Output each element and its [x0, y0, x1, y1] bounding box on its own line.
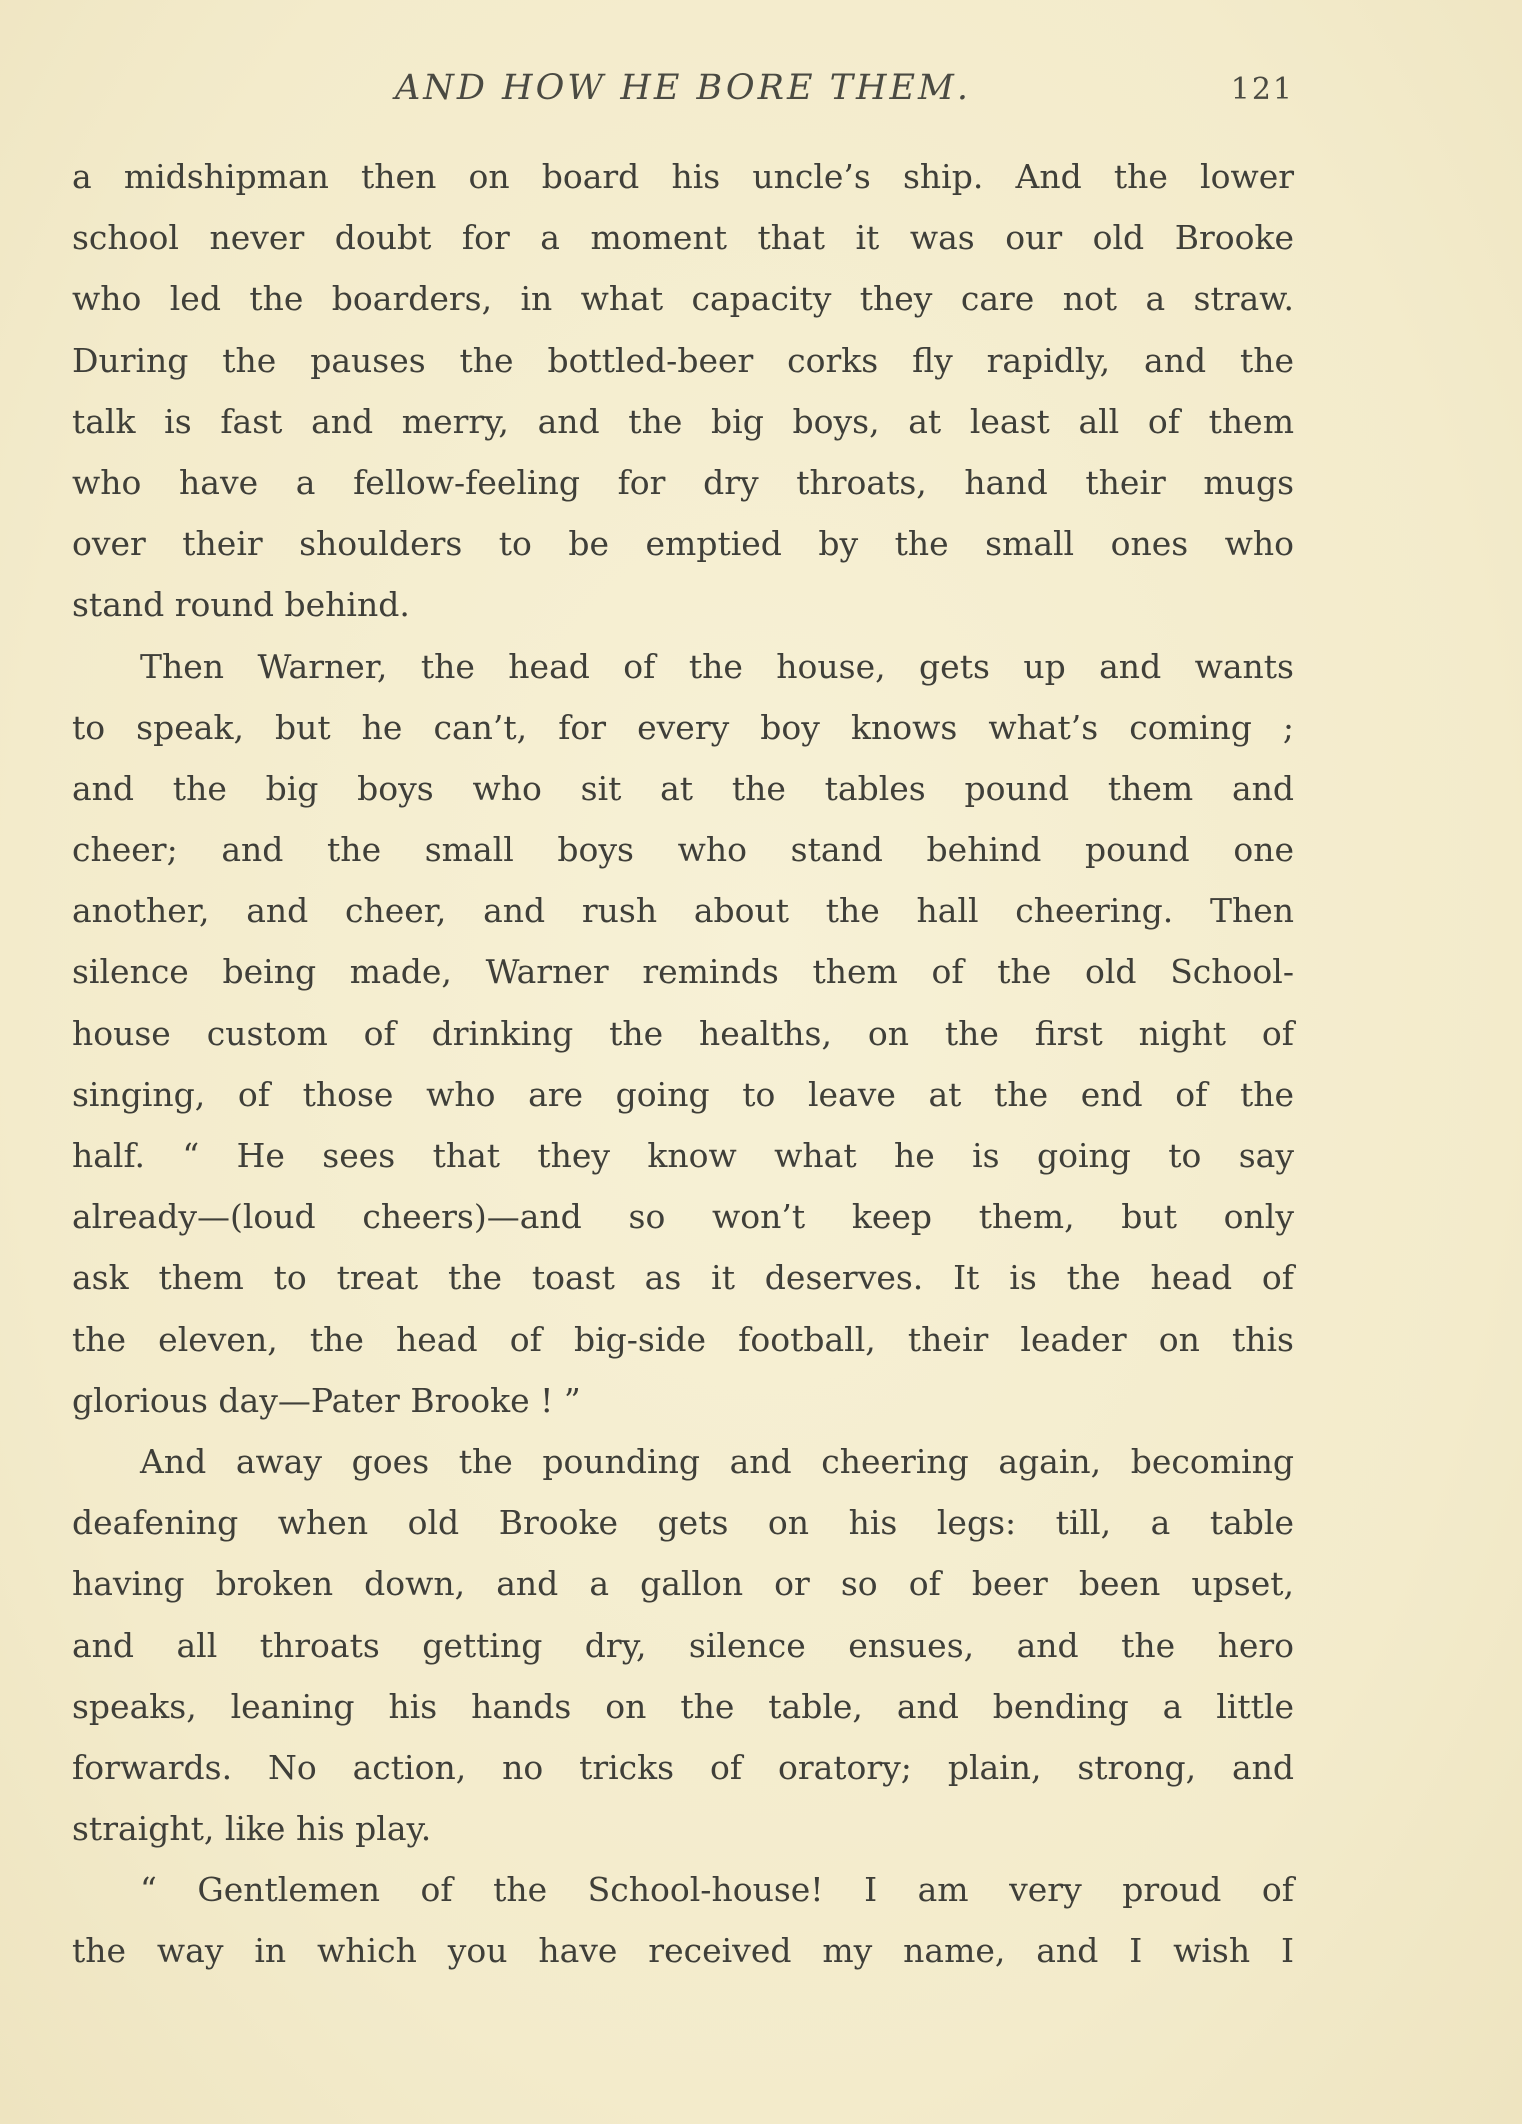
text-line: and the big boys who sit at the tables pound them and	[72, 768, 1294, 808]
page-header	[72, 68, 1294, 118]
text-line: singing, of those who are going to leave at the end of the	[72, 1074, 1294, 1114]
text-line: the way in which you have received my name, and I wish I	[72, 1931, 1294, 1971]
text-line: forwards. No action, no tricks of oratory; plain, strong, and	[72, 1747, 1294, 1787]
text-line: silence being made, Warner reminds them of the old School-	[72, 952, 1294, 992]
text-line: another, and cheer, and rush about the hall cheering. Then	[72, 891, 1294, 931]
text-line: talk is fast and merry, and the big boys, at least all of them	[72, 401, 1294, 441]
text-line: already—(loud cheers)—and so won’t keep them, but only	[72, 1197, 1294, 1237]
text-line: and all throats getting dry, silence ensues, and the hero	[72, 1625, 1294, 1665]
text-line: speaks, leaning his hands on the table, and bending a little	[72, 1686, 1294, 1726]
text-line: a midshipman then on board his uncle’s ship. And the lower	[72, 157, 1294, 196]
text-line: “ Gentlemen of the School-house! I am very proud of	[140, 1870, 1294, 1910]
text-line: ask them to treat the toast as it deserves. It is the head of	[72, 1258, 1294, 1298]
text-line: having broken down, and a gallon or so of beer been upset,	[72, 1564, 1294, 1604]
text-line: glorious day—Pater Brooke ! ”	[72, 1380, 581, 1420]
text-line: house custom of drinking the healths, on the first night of	[72, 1013, 1294, 1053]
text-line: to speak, but he can’t, for every boy knows what’s coming ;	[72, 707, 1294, 747]
page-number: 121	[1230, 72, 1294, 107]
body-text	[72, 146, 1294, 1982]
text-line: who have a fellow-feeling for dry throats, hand their mugs	[72, 462, 1294, 502]
running-head: AND HOW HE BORE THEM.	[394, 68, 972, 108]
text-line: school never doubt for a moment that it was our old Brooke	[72, 218, 1294, 258]
text-line: stand round behind.	[72, 585, 410, 625]
text-line: straight, like his play.	[72, 1809, 432, 1849]
text-line: During the pauses the bottled-beer corks fly rapidly, and the	[72, 340, 1294, 380]
text-line: half. “ He sees that they know what he is going to say	[72, 1136, 1294, 1175]
text-line: who led the boarders, in what capacity they care not a straw.	[72, 279, 1294, 319]
text-line: Then Warner, the head of the house, gets up and wants	[140, 646, 1294, 686]
text-line: over their shoulders to be emptied by the small ones who	[72, 524, 1294, 564]
text-line: cheer; and the small boys who stand behind pound one	[72, 830, 1294, 870]
text-line: the eleven, the head of big-side football, their leader on this	[72, 1319, 1294, 1359]
text-line: deafening when old Brooke gets on his legs: till, a table	[72, 1503, 1294, 1543]
text-line: And away goes the pounding and cheering again, becoming	[140, 1441, 1294, 1481]
